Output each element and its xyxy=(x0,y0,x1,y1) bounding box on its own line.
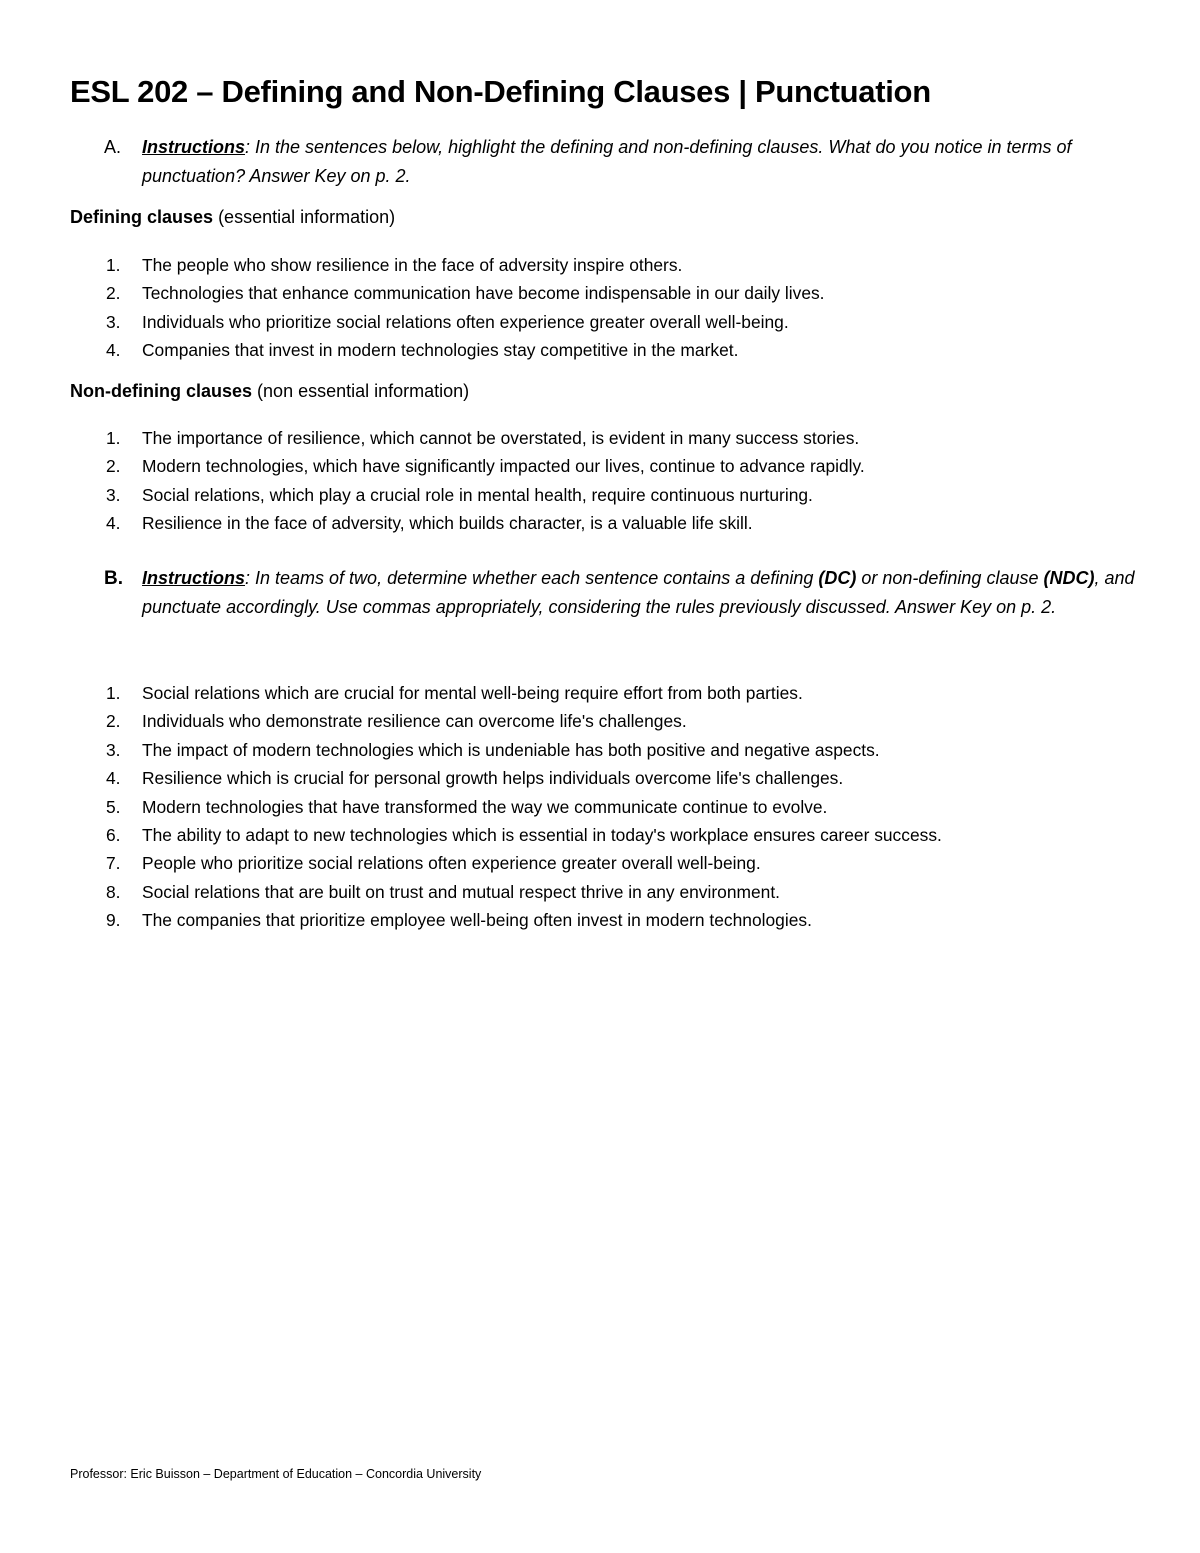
item-text: Individuals who prioritize social relations often experience greater overall well-being. xyxy=(142,311,789,332)
item-number: 5. xyxy=(106,796,121,817)
item-number: 9. xyxy=(106,910,121,931)
item-text: Technologies that enhance communication have become indispensable in our daily lives. xyxy=(142,283,825,304)
item-number: 4. xyxy=(106,768,121,789)
item-text: People who prioritize social relations often experience greater overall well-being. xyxy=(142,853,761,874)
list-item xyxy=(70,707,942,735)
list-item xyxy=(70,849,942,877)
list-item xyxy=(70,279,825,307)
non-defining-heading-note: (non essential information) xyxy=(257,381,470,401)
item-text: The importance of resilience, which cannot be overstated, is evident in many success stories. xyxy=(142,428,860,448)
item-text: Companies that invest in modern technologies stay competitive in the market. xyxy=(142,340,739,361)
dc-abbreviation: (DC) xyxy=(818,568,857,588)
item-number: 3. xyxy=(106,484,121,505)
item-text: Modern technologies that have transformed the way we communicate continue to evolve. xyxy=(142,796,828,817)
section-a-marker: A. xyxy=(104,137,122,157)
item-number: 2. xyxy=(106,456,121,477)
item-text: Social relations that are built on trust and mutual respect thrive in any environment. xyxy=(142,881,780,902)
list-item xyxy=(70,424,865,452)
section-b-text-1: : In teams of two, determine whether each sentence contains a defining xyxy=(245,568,819,588)
list-item xyxy=(70,821,942,849)
item-number: 2. xyxy=(106,283,121,304)
item-number: 7. xyxy=(106,853,121,874)
item-text: Social relations, which play a crucial role in mental health, require continuous nurturing. xyxy=(142,484,813,505)
list-item xyxy=(70,793,942,821)
item-text: Individuals who demonstrate resilience can overcome life's challenges. xyxy=(142,711,687,732)
item-text: The companies that prioritize employee well-being often invest in modern technologies. xyxy=(142,910,812,931)
item-text: Resilience which is crucial for personal growth helps individuals overcome life's challenges. xyxy=(142,768,844,789)
list-item xyxy=(70,764,942,792)
defining-heading-note: (essential information) xyxy=(218,207,396,227)
list-item xyxy=(70,251,825,279)
section-b-text-3: , and punctuate accordingly. Use commas appropriately, considering the rules previously discussed. Answer Key on p. 2. xyxy=(142,568,1135,617)
page-title: ESL 202 – Defining and Non-Defining Clauses | Punctuation xyxy=(70,74,931,109)
item-number: 4. xyxy=(106,513,121,534)
item-number: 1. xyxy=(106,255,121,275)
item-text: Social relations which are crucial for mental well-being require effort from both parties. xyxy=(142,683,803,703)
section-b-text-2: or non-defining clause xyxy=(856,568,1044,588)
defining-heading-label: Defining clauses xyxy=(70,207,214,227)
section-a-text: : In the sentences below, highlight the defining and non-defining clauses. What do you notice in terms of punctuation? Answer Key on p. 2. xyxy=(142,137,1072,186)
non-defining-list xyxy=(70,424,865,538)
list-item xyxy=(70,878,942,906)
list-item xyxy=(70,736,942,764)
item-text: The ability to adapt to new technologies which is essential in today's workplace ensures career success. xyxy=(142,825,942,846)
item-number: 8. xyxy=(106,881,121,902)
list-item xyxy=(70,452,865,480)
item-number: 4. xyxy=(106,340,121,361)
item-number: 2. xyxy=(106,711,121,732)
item-number: 6. xyxy=(106,825,121,846)
exercise-list xyxy=(70,679,942,935)
defining-clauses-heading xyxy=(70,207,395,228)
section-b-body xyxy=(142,564,1140,622)
item-text: Resilience in the face of adversity, which builds character, is a valuable life skill. xyxy=(142,513,753,534)
item-text: The impact of modern technologies which is undeniable has both positive and negative aspects. xyxy=(142,739,880,760)
section-a-instructions xyxy=(70,133,1140,191)
instructions-label: Instructions xyxy=(142,137,246,157)
list-item xyxy=(70,679,942,707)
item-number: 1. xyxy=(106,683,121,703)
section-b-marker: B. xyxy=(104,568,123,589)
item-number: 3. xyxy=(106,311,121,332)
item-text: Modern technologies, which have significantly impacted our lives, continue to advance rapidly. xyxy=(142,456,865,477)
non-defining-clauses-heading xyxy=(70,381,469,402)
instructions-label: Instructions xyxy=(142,568,246,588)
item-number: 3. xyxy=(106,739,121,760)
list-item xyxy=(70,336,825,364)
page-footer: Professor: Eric Buisson – Department of Education – Concordia University xyxy=(70,1467,482,1481)
section-b-instructions xyxy=(70,564,1140,622)
list-item xyxy=(70,308,825,336)
item-number: 1. xyxy=(106,428,121,448)
list-item xyxy=(70,906,942,934)
list-item xyxy=(70,481,865,509)
list-item xyxy=(70,509,865,537)
defining-list xyxy=(70,251,825,365)
ndc-abbreviation: (NDC) xyxy=(1043,568,1095,588)
section-a-body xyxy=(142,133,1140,191)
non-defining-heading-label: Non-defining clauses xyxy=(70,381,253,401)
item-text: The people who show resilience in the face of adversity inspire others. xyxy=(142,255,683,275)
